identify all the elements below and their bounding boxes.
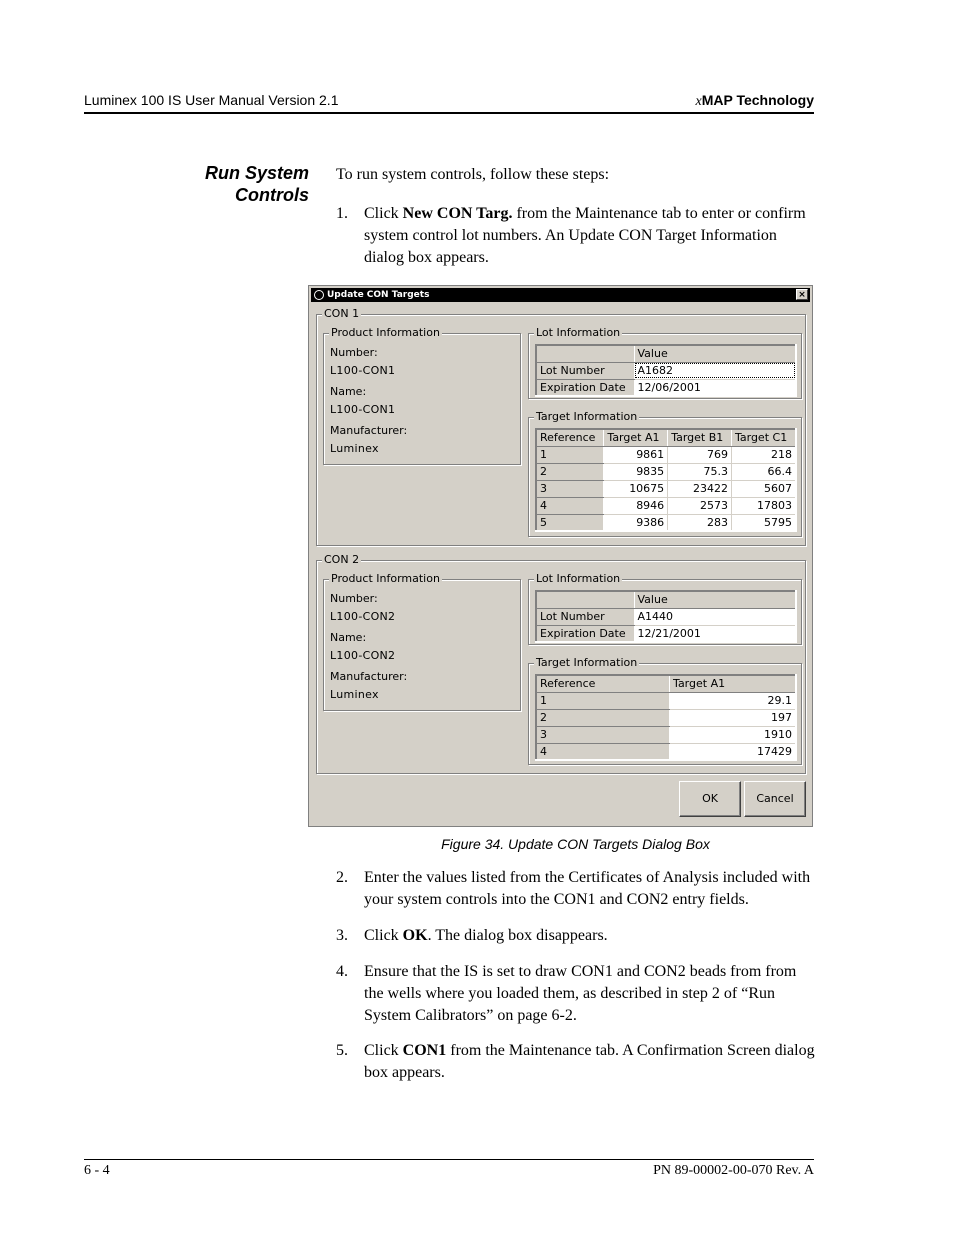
step-text-bold: OK <box>402 927 428 944</box>
step-text-bold: New CON Targ. <box>402 205 513 222</box>
page-number: 6 - 4 <box>84 1163 110 1178</box>
column-header: Reference <box>536 429 604 446</box>
close-icon[interactable]: × <box>796 289 808 300</box>
name-value: L100-CON1 <box>330 403 396 416</box>
con2-product-info <box>323 572 521 711</box>
con1-legend: CON 1 <box>324 307 360 320</box>
column-header: Target B1 <box>668 429 732 446</box>
con1-lot-table <box>535 344 797 397</box>
target-value-cell[interactable]: 9835 <box>604 463 668 480</box>
column-header: Target A1 <box>604 429 668 446</box>
dialog-titlebar <box>311 288 810 302</box>
row-label: Lot Number <box>536 608 634 625</box>
step-text <box>364 203 816 269</box>
table-row <box>536 726 796 743</box>
header-cell: Value <box>634 591 796 608</box>
brand-rest: MAP Technology <box>701 92 814 108</box>
update-con-targets-dialog <box>308 285 813 827</box>
part-number: PN 89-00002-00-070 Rev. A <box>653 1163 814 1178</box>
lot-info-legend: Lot Information <box>536 572 621 585</box>
reference-cell: 1 <box>536 692 670 709</box>
table-row <box>536 362 796 379</box>
header-cell: Value <box>634 345 796 362</box>
header-cell <box>536 591 634 608</box>
number-value: L100-CON2 <box>330 610 396 623</box>
table-row <box>536 480 796 497</box>
column-header: Target A1 <box>670 675 796 692</box>
target-value-cell[interactable]: 29.1 <box>670 692 796 709</box>
page-header-title: Luminex 100 IS User Manual Version 2.1 <box>84 92 339 108</box>
reference-cell: 2 <box>536 709 670 726</box>
target-value-cell[interactable]: 5795 <box>731 514 796 531</box>
reference-cell: 1 <box>536 446 604 463</box>
reference-cell: 4 <box>536 497 604 514</box>
expiration-date-field[interactable]: 12/06/2001 <box>634 379 796 396</box>
con2-target-info <box>528 656 802 765</box>
step-text: Ensure that the IS is set to draw CON1 and CON2 beads from from the wells where you loaded them, as described in step 2 of “Run System Calibrators” on page 6-2. <box>364 963 797 1024</box>
ok-button[interactable]: OK <box>679 781 741 817</box>
con2-legend: CON 2 <box>324 553 360 566</box>
con2-target-table <box>535 674 797 761</box>
step-text-post: . The dialog box disappears. <box>427 927 608 944</box>
table-row <box>536 709 796 726</box>
manufacturer-label: Manufacturer: <box>330 424 408 437</box>
target-value-cell[interactable]: 75.3 <box>668 463 732 480</box>
target-value-cell[interactable]: 9861 <box>604 446 668 463</box>
con1-product-info <box>323 326 521 465</box>
step-number: 1. <box>336 205 348 222</box>
table-header-row <box>536 429 796 446</box>
column-header: Reference <box>536 675 670 692</box>
step-text-post: from the Maintenance tab. A Confirmation Screen dialog box appears. <box>364 1042 815 1081</box>
step-1 <box>336 203 816 269</box>
table-header-row <box>536 675 796 692</box>
table-row <box>536 379 796 396</box>
table-row <box>536 608 796 625</box>
step-text-pre: Click <box>364 927 403 944</box>
table-row <box>536 692 796 709</box>
step-2 <box>336 867 816 911</box>
step-text <box>364 1040 816 1084</box>
con1-group <box>316 307 806 546</box>
cancel-button[interactable]: Cancel <box>744 781 806 817</box>
step-3 <box>336 925 816 947</box>
step-number: 4. <box>336 963 348 980</box>
step-text <box>364 925 816 947</box>
con2-group <box>316 553 806 774</box>
target-value-cell[interactable]: 17803 <box>731 497 796 514</box>
step-text: Enter the values listed from the Certificates of Analysis included with your system controls into the CON1 and CON2 entry fields. <box>364 869 811 908</box>
table-row <box>536 514 796 531</box>
table-row <box>536 446 796 463</box>
target-value-cell[interactable]: 218 <box>731 446 796 463</box>
table-row <box>536 625 796 642</box>
step-5 <box>336 1040 816 1084</box>
con2-lot-info <box>528 572 802 645</box>
app-icon <box>314 290 324 300</box>
expiration-date-field[interactable]: 12/21/2001 <box>634 625 796 642</box>
target-value-cell[interactable]: 2573 <box>668 497 732 514</box>
con1-lot-info <box>528 326 802 399</box>
step-number: 3. <box>336 927 348 944</box>
target-value-cell[interactable]: 769 <box>668 446 732 463</box>
column-header: Target C1 <box>731 429 796 446</box>
product-info-legend: Product Information <box>331 572 440 585</box>
dialog-title: Update CON Targets <box>327 290 430 300</box>
manufacturer-value: Luminex <box>330 688 379 701</box>
row-label: Expiration Date <box>536 379 634 396</box>
target-value-cell[interactable]: 8946 <box>604 497 668 514</box>
step-number: 2. <box>336 869 348 886</box>
step-text-bold: CON1 <box>402 1042 447 1059</box>
page-header-brand <box>696 92 815 110</box>
reference-cell: 3 <box>536 480 604 497</box>
step-text-pre: Click <box>364 1042 403 1059</box>
target-info-legend: Target Information <box>536 410 638 423</box>
reference-cell: 2 <box>536 463 604 480</box>
lot-number-field[interactable]: A1682 <box>634 362 796 379</box>
number-value: L100-CON1 <box>330 364 396 377</box>
product-info-legend: Product Information <box>331 326 440 339</box>
con1-target-info <box>528 410 802 537</box>
target-value-cell[interactable]: 1910 <box>670 726 796 743</box>
target-value-cell[interactable]: 10675 <box>604 480 668 497</box>
name-label: Name: <box>330 631 367 644</box>
row-label: Lot Number <box>536 362 634 379</box>
step-text-post: from the Maintenance tab to enter or confirm system control lot numbers. An Update CON Target Information dialog box appears. <box>364 205 806 266</box>
row-label: Expiration Date <box>536 625 634 642</box>
target-value-cell[interactable]: 197 <box>670 709 796 726</box>
con2-lot-table <box>535 590 797 643</box>
target-value-cell[interactable]: 9386 <box>604 514 668 531</box>
reference-cell: 3 <box>536 726 670 743</box>
reference-cell: 4 <box>536 743 670 760</box>
target-value-cell[interactable]: 66.4 <box>731 463 796 480</box>
step-text-pre: Click <box>364 205 403 222</box>
target-value-cell[interactable]: 5607 <box>731 480 796 497</box>
section-heading-line1: Run System <box>204 163 309 183</box>
table-row <box>536 743 796 760</box>
lot-info-legend: Lot Information <box>536 326 621 339</box>
target-value-cell[interactable]: 17429 <box>670 743 796 760</box>
table-row <box>536 345 796 362</box>
intro-paragraph: To run system controls, follow these steps: <box>336 166 610 183</box>
name-label: Name: <box>330 385 367 398</box>
header-rule <box>84 112 814 114</box>
number-label: Number: <box>330 592 378 605</box>
header-cell <box>536 345 634 362</box>
manufacturer-value: Luminex <box>330 442 379 455</box>
reference-cell: 5 <box>536 514 604 531</box>
number-label: Number: <box>330 346 378 359</box>
brand-prefix: x <box>695 94 702 109</box>
table-row <box>536 591 796 608</box>
target-value-cell[interactable]: 23422 <box>668 480 732 497</box>
figure-caption: Figure 34. Update CON Targets Dialog Box <box>441 836 710 852</box>
section-heading-line2: Controls <box>235 185 309 205</box>
footer-rule <box>84 1159 814 1160</box>
table-row <box>536 497 796 514</box>
manufacturer-label: Manufacturer: <box>330 670 408 683</box>
section-heading <box>150 162 309 206</box>
con1-target-table <box>535 428 797 532</box>
step-4 <box>336 961 816 1027</box>
table-row <box>536 463 796 480</box>
name-value: L100-CON2 <box>330 649 396 662</box>
target-info-legend: Target Information <box>536 656 638 669</box>
lot-number-field[interactable]: A1440 <box>634 608 796 625</box>
step-number: 5. <box>336 1042 348 1059</box>
target-value-cell[interactable]: 283 <box>668 514 732 531</box>
